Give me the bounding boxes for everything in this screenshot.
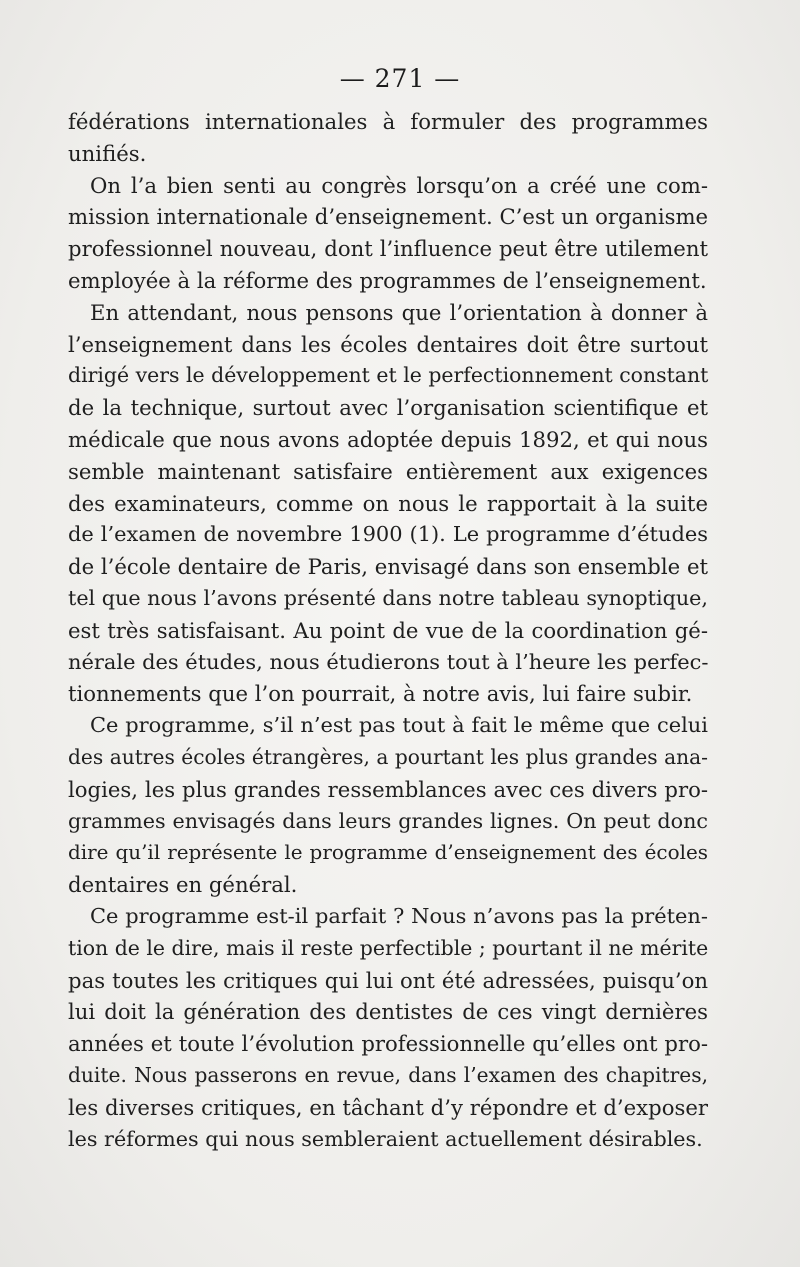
text-line: unifiés. [68, 140, 147, 166]
text-line: pas toutes les critiques qui lui ont été adressées, puisqu’on [68, 967, 708, 993]
body-text [68, 106, 708, 1155]
text-line: grammes envisagés dans leurs grandes lignes. On peut donc [68, 808, 708, 833]
text-line: logies, les plus grandes ressemblances avec ces divers pro- [68, 776, 708, 802]
text-line: Ce programme, s’il n’est pas tout à fait le même que celui [90, 713, 708, 738]
text-line: nérale des études, nous étudierons tout à l’heure les perfec- [68, 649, 709, 674]
text-line: années et toute l’évolution professionnelle qu’elles ont pro- [68, 1031, 708, 1057]
text-line: fédérations internationales à formuler des programmes [68, 109, 708, 134]
text-line: l’enseignement dans les écoles dentaires doit être surtout [68, 331, 708, 357]
text-line: de la technique, surtout avec l’organisation scientifique et [68, 395, 708, 421]
text-line: des autres écoles étrangères, a pourtant les plus grandes ana- [68, 744, 708, 769]
text-line: semble maintenant satisfaire entièrement aux exigences [68, 458, 708, 484]
text-line: duite. Nous passerons en revue, dans l’examen des chapitres, [68, 1062, 708, 1087]
text-line: de l’école dentaire de Paris, envisagé dans son ensemble et [68, 554, 708, 580]
page-number: — 271 — [339, 64, 461, 93]
text-line: On l’a bien senti au congrès lorsqu’on a créé une com- [90, 172, 708, 198]
text-line: des examinateurs, comme on nous le rapportait à la suite [68, 490, 708, 516]
text-line: mission internationale d’enseignement. C’est un organisme [68, 204, 709, 230]
text-line: les réformes qui nous sembleraient actuellement désirables. [68, 1126, 703, 1151]
text-line: dentaires en général. [68, 872, 298, 898]
text-line: dirigé vers le développement et le perfectionnement constant [68, 363, 709, 388]
text-line: En attendant, nous pensons que l’orientation à donner à [90, 299, 708, 325]
text-line: lui doit la génération des dentistes de ces vingt dernières [68, 999, 708, 1025]
text-line: professionnel nouveau, dont l’influence peut être utilement [68, 236, 708, 262]
text-line: Ce programme est-il parfait ? Nous n’avons pas la préten- [90, 903, 708, 928]
text-line: tel que nous l’avons présenté dans notre tableau synoptique, [68, 585, 708, 610]
text-line: tion de le dire, mais il reste perfectible ; pourtant il ne mérite [68, 935, 709, 960]
text-line: les diverses critiques, en tâchant d’y répondre et d’exposer [68, 1094, 708, 1120]
text-line: médicale que nous avons adoptée depuis 1892, et qui nous [68, 426, 708, 452]
text-line: employée à la réforme des programmes de l’enseignement. [68, 267, 707, 293]
text-line: de l’examen de novembre 1900 (1). Le programme d’études [68, 522, 708, 547]
text-line: tionnements que l’on pourrait, à notre avis, lui faire subir. [68, 681, 693, 707]
text-line: dire qu’il représente le programme d’enseignement des écoles [68, 840, 708, 865]
text-line: est très satisfaisant. Au point de vue de la coordination gé- [68, 617, 708, 643]
